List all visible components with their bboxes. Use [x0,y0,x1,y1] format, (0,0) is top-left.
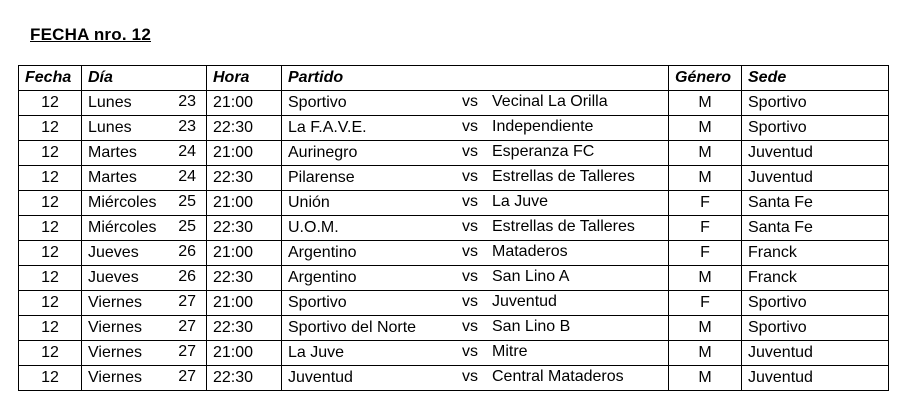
cell-sede: Juventud [742,366,889,391]
cell-dia [82,191,207,216]
table-row [19,366,889,391]
column-header-genero: Género [669,66,742,91]
cell-fecha: 12 [19,116,82,141]
cell-sede: Juventud [742,341,889,366]
cell-fecha: 12 [19,91,82,116]
cell-sede: Sportivo [742,316,889,341]
column-header-fecha: Fecha [19,66,82,91]
away-team: San Lino A [492,268,570,285]
column-header-partido: Partido [282,66,669,91]
cell-dia [82,366,207,391]
versus-label: vs [462,118,478,135]
cell-partido [282,266,669,291]
home-team: Unión [288,194,330,211]
cell-partido [282,241,669,266]
day-number: 23 [178,118,196,135]
cell-sede: Sportivo [742,291,889,316]
day-number: 27 [178,368,196,385]
home-team: Sportivo [288,294,347,311]
cell-partido [282,141,669,166]
cell-hora: 21:00 [207,341,282,366]
day-name: Martes [88,144,137,161]
day-name: Lunes [88,119,132,136]
cell-fecha: 12 [19,241,82,266]
day-number: 26 [178,243,196,260]
table-row [19,116,889,141]
page-title: FECHA nro. 12 [30,25,151,44]
cell-fecha: 12 [19,316,82,341]
versus-label: vs [462,218,478,235]
home-team: La Juve [288,344,345,361]
day-number: 27 [178,318,196,335]
cell-partido [282,116,669,141]
cell-hora: 22:30 [207,216,282,241]
table-row [19,266,889,291]
column-header-dia: Día [82,66,207,91]
day-number: 25 [178,218,196,235]
home-team: Sportivo [288,94,347,111]
table-row [19,91,889,116]
day-name: Jueves [88,269,139,286]
versus-label: vs [462,243,478,260]
cell-dia [82,341,207,366]
cell-hora: 21:00 [207,291,282,316]
cell-partido [282,316,669,341]
cell-fecha: 12 [19,291,82,316]
home-team: Argentino [288,269,357,286]
cell-partido [282,341,669,366]
cell-dia [82,166,207,191]
cell-sede: Juventud [742,141,889,166]
cell-sede: Franck [742,241,889,266]
cell-fecha: 12 [19,266,82,291]
away-team: Vecinal La Orilla [492,93,608,110]
away-team: Estrellas de Talleres [492,218,635,235]
column-header-hora: Hora [207,66,282,91]
table-header-row [19,66,889,91]
cell-dia [82,91,207,116]
table-row [19,166,889,191]
cell-dia [82,216,207,241]
cell-hora: 22:30 [207,316,282,341]
cell-genero: M [669,366,742,391]
column-header-sede: Sede [742,66,889,91]
cell-dia [82,241,207,266]
versus-label: vs [462,368,478,385]
cell-hora: 22:30 [207,266,282,291]
day-name: Viernes [88,319,142,336]
versus-label: vs [462,268,478,285]
table-row [19,316,889,341]
day-number: 24 [178,168,196,185]
home-team: Pilarense [288,169,355,186]
versus-label: vs [462,343,478,360]
versus-label: vs [462,193,478,210]
cell-fecha: 12 [19,216,82,241]
day-name: Martes [88,169,137,186]
cell-sede: Juventud [742,166,889,191]
cell-fecha: 12 [19,366,82,391]
cell-dia [82,316,207,341]
cell-partido [282,91,669,116]
cell-partido [282,166,669,191]
away-team: San Lino B [492,318,571,335]
cell-hora: 21:00 [207,141,282,166]
cell-genero: M [669,116,742,141]
cell-hora: 22:30 [207,166,282,191]
versus-label: vs [462,318,478,335]
cell-genero: F [669,191,742,216]
day-name: Viernes [88,369,142,386]
cell-genero: F [669,241,742,266]
cell-partido [282,191,669,216]
cell-sede: Sportivo [742,116,889,141]
cell-genero: M [669,316,742,341]
cell-fecha: 12 [19,141,82,166]
cell-sede: Santa Fe [742,216,889,241]
home-team: Argentino [288,244,357,261]
cell-dia [82,291,207,316]
cell-fecha: 12 [19,341,82,366]
cell-sede: Franck [742,266,889,291]
versus-label: vs [462,293,478,310]
cell-genero: M [669,141,742,166]
away-team: Esperanza FC [492,143,595,160]
cell-genero: M [669,166,742,191]
cell-hora: 21:00 [207,191,282,216]
away-team: Mitre [492,343,528,360]
day-name: Jueves [88,244,139,261]
table-row [19,141,889,166]
versus-label: vs [462,143,478,160]
table-row [19,341,889,366]
home-team: Sportivo del Norte [288,319,417,336]
cell-genero: M [669,91,742,116]
day-name: Viernes [88,344,142,361]
day-name: Miércoles [88,219,157,236]
cell-sede: Sportivo [742,91,889,116]
fixture-table [18,65,889,391]
away-team: Mataderos [492,243,568,260]
day-number: 27 [178,293,196,310]
away-team: Central Mataderos [492,368,624,385]
away-team: Independiente [492,118,594,135]
day-name: Viernes [88,294,142,311]
cell-partido [282,291,669,316]
away-team: La Juve [492,193,549,210]
table-row [19,241,889,266]
table-row [19,216,889,241]
day-number: 27 [178,343,196,360]
away-team: Estrellas de Talleres [492,168,635,185]
cell-genero: F [669,216,742,241]
table-row [19,191,889,216]
cell-sede: Santa Fe [742,191,889,216]
away-team: Juventud [492,293,557,310]
day-name: Miércoles [88,194,157,211]
cell-dia [82,141,207,166]
home-team: La F.A.V.E. [288,119,367,136]
day-number: 26 [178,268,196,285]
home-team: Juventud [288,369,353,386]
versus-label: vs [462,168,478,185]
home-team: U.O.M. [288,219,339,236]
cell-genero: M [669,266,742,291]
cell-hora: 21:00 [207,91,282,116]
cell-genero: F [669,291,742,316]
day-number: 25 [178,193,196,210]
cell-partido [282,366,669,391]
versus-label: vs [462,93,478,110]
cell-fecha: 12 [19,191,82,216]
cell-hora: 21:00 [207,241,282,266]
cell-partido [282,216,669,241]
cell-hora: 22:30 [207,116,282,141]
home-team: Aurinegro [288,144,358,161]
day-number: 23 [178,93,196,110]
cell-dia [82,116,207,141]
cell-hora: 22:30 [207,366,282,391]
day-name: Lunes [88,94,132,111]
cell-fecha: 12 [19,166,82,191]
day-number: 24 [178,143,196,160]
cell-genero: M [669,341,742,366]
table-row [19,291,889,316]
cell-dia [82,266,207,291]
